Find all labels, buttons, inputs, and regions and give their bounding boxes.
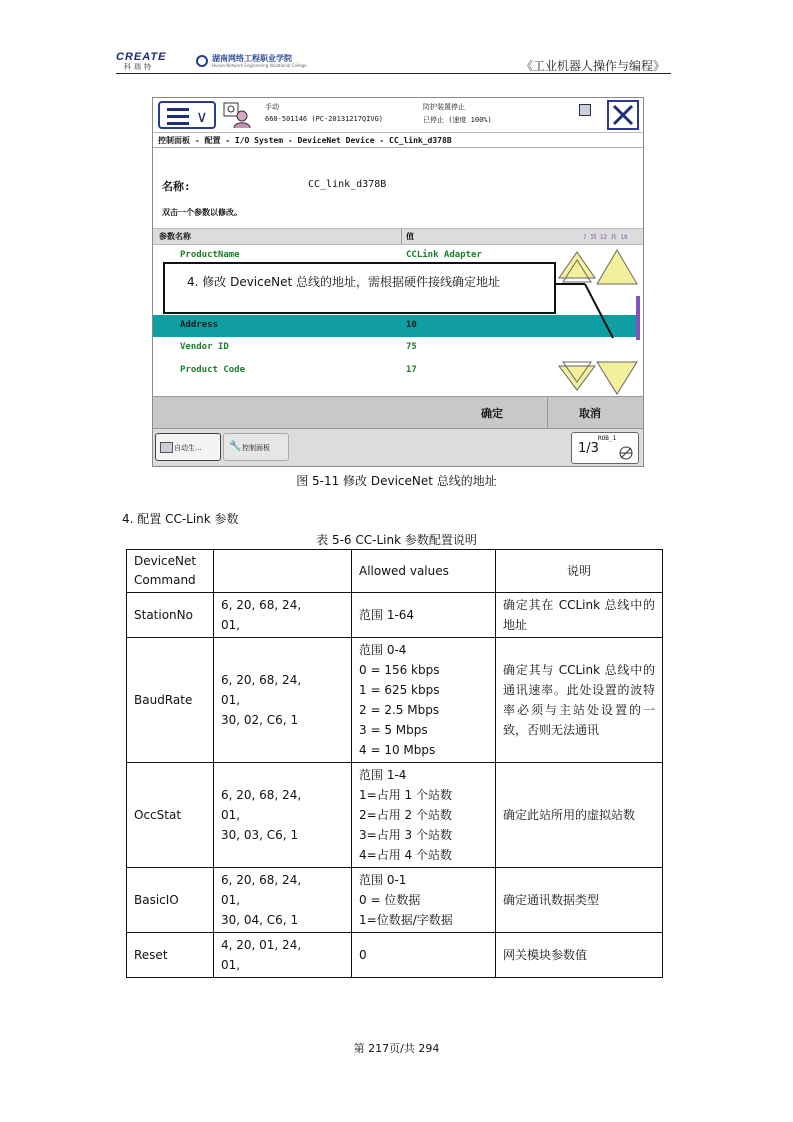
cell-description: 确定其在 CCLink 总线中的地址 [496, 593, 663, 638]
cell-command: Reset [127, 933, 214, 978]
speed-fraction: 1/3 [578, 441, 599, 456]
cclink-parameter-table [126, 549, 663, 978]
row-count: 7 到 12 共 19 [583, 234, 628, 241]
school-name: 湖南网络工程职业学院 [212, 53, 292, 63]
cell-description: 确定其与 CCLink 总线中的通讯速率。此处设置的波特率必须与主站处设置的一致，否则无法通讯 [496, 638, 663, 763]
grid-header [153, 228, 643, 245]
param-value: CCLink Adapter [406, 250, 482, 260]
ok-button[interactable]: 确定 [481, 407, 503, 420]
param-row-product-code[interactable] [153, 360, 613, 382]
col-value-header: 值 [406, 232, 414, 241]
param-name: ProductName [180, 250, 240, 260]
guard-status: 防护装置停止 [423, 103, 465, 111]
school-logo [196, 53, 307, 69]
param-value: 75 [406, 342, 417, 352]
task-label: 自动生... [174, 444, 202, 452]
task-auto-produce[interactable] [155, 433, 221, 461]
wrench-icon: 🔧 [229, 441, 242, 452]
main-menu-button[interactable] [158, 101, 216, 129]
section-heading: 4. 配置 CC-Link 参数 [122, 512, 239, 526]
taskbar [153, 428, 643, 467]
table-row-baudrate [127, 638, 663, 763]
edit-hint: 双击一个参数以修改。 [162, 208, 242, 217]
param-name: Vendor ID [180, 342, 229, 352]
cell-description: 确定此站所用的虚拟站数 [496, 763, 663, 868]
header-description: 说明 [496, 550, 663, 593]
close-icon [609, 102, 637, 128]
cell-path: 6, 20, 68, 24, 01, 30, 03, C6, 1 [214, 763, 352, 868]
create-logo-text: CREATE [116, 51, 167, 63]
cell-path: 6, 20, 68, 24, 01, 30, 04, C6, 1 [214, 868, 352, 933]
scrollbar-thumb[interactable] [636, 296, 640, 340]
school-name-en: Hunan Network Engineering Vocational College [212, 63, 307, 68]
school-seal-icon [196, 55, 208, 67]
breadcrumb: 控制面板 - 配置 - I/O System - DeviceNet Device - CC_link_d378B [158, 136, 452, 145]
book-title: 《工业机器人操作与编程》 [520, 59, 665, 73]
window-icon[interactable] [579, 104, 591, 116]
no-coordinate-icon [618, 445, 634, 461]
figure-caption: 图 5-11 修改 DeviceNet 总线的地址 [296, 474, 497, 488]
param-value: 17 [406, 365, 417, 375]
status-bar [153, 98, 643, 133]
cell-description: 确定通讯数据类型 [496, 868, 663, 933]
close-button[interactable] [607, 100, 639, 130]
cell-path: 4, 20, 01, 24, 01, [214, 933, 352, 978]
header-separator [401, 229, 402, 244]
cell-command: BaudRate [127, 638, 214, 763]
table-row-basicio [127, 868, 663, 933]
action-separator [547, 397, 548, 428]
window-icon [160, 442, 173, 453]
action-bar [153, 396, 643, 428]
col-name-header: 参数名称 [159, 232, 191, 241]
cell-values: 范围 1-4 1=占用 1 个站数 2=占用 2 个站数 3=占用 3 个站数 4=占用 4 个站数 [352, 763, 496, 868]
cancel-button[interactable]: 取消 [579, 407, 601, 420]
run-state: 已停止 (速度 100%) [423, 116, 492, 124]
table-caption: 表 5-6 CC-Link 参数配置说明 [316, 533, 477, 547]
operator-robot-icon [222, 101, 252, 129]
cell-values: 范围 1-64 [352, 593, 496, 638]
callout-text: 4. 修改 DeviceNet 总线的地址，需根据硬件接线确定地址 [187, 275, 500, 289]
mechanical-unit: ROB_1 [598, 435, 617, 442]
cell-path: 6, 20, 68, 24, 01, 30, 02, C6, 1 [214, 638, 352, 763]
chevron-down-icon: ∨ [196, 107, 208, 126]
create-logo [116, 52, 188, 72]
hamburger-icon [167, 108, 189, 129]
name-label: 名称: [162, 180, 191, 193]
table-row-reset [127, 933, 663, 978]
cell-values: 0 [352, 933, 496, 978]
cell-description: 网关模块参数值 [496, 933, 663, 978]
create-logo-subtext: 科瑞特 [124, 63, 154, 71]
quickset-button[interactable] [571, 432, 639, 464]
controller-id: 660-501146 (PC-20131217QIVG) [265, 115, 384, 123]
header-allowed-values: Allowed values [352, 550, 496, 593]
cell-command: BasicIO [127, 868, 214, 933]
cell-command: StationNo [127, 593, 214, 638]
param-value: 10 [406, 320, 417, 330]
param-name: Product Code [180, 365, 246, 375]
table-row-occstat [127, 763, 663, 868]
table-row-stationno [127, 593, 663, 638]
operating-mode: 手动 [265, 103, 279, 111]
name-value: CC_link_d378B [308, 179, 387, 190]
page-footer: 第 217页/共 294 [353, 1042, 440, 1055]
task-control-panel[interactable] [223, 433, 289, 461]
callout-leader-line [555, 262, 625, 342]
table-header-row [127, 550, 663, 593]
cell-path: 6, 20, 68, 24, 01, [214, 593, 352, 638]
cell-values: 范围 0-1 0 = 位数据 1=位数据/字数据 [352, 868, 496, 933]
scroll-down-arrows[interactable] [555, 360, 639, 396]
header-rule [116, 73, 671, 74]
header-path [214, 550, 352, 593]
cell-values: 范围 0-4 0 = 156 kbps 1 = 625 kbps 2 = 2.5 Mbps 3 = 5 Mbps 4 = 10 Mbps [352, 638, 496, 763]
breadcrumb-rule [153, 147, 643, 148]
param-row-vendor-id[interactable] [153, 337, 613, 359]
param-name: Address [180, 320, 218, 330]
header-command: DeviceNet Command [127, 550, 214, 593]
callout-box [163, 262, 556, 314]
task-label: 控制面板 [242, 444, 270, 452]
cell-command: OccStat [127, 763, 214, 868]
